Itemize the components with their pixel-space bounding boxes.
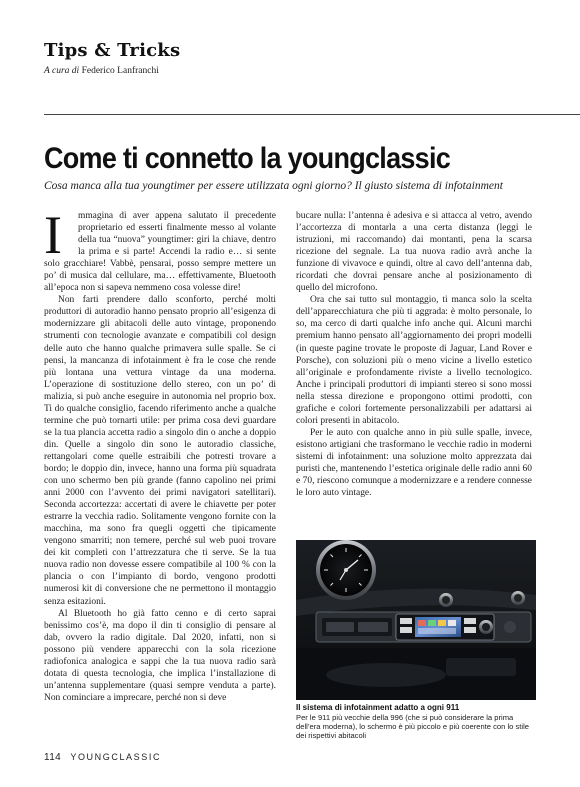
figure-caption-title: Il sistema di infotainment adatto a ogni 911 [296, 703, 460, 712]
magazine-name: YOUNGCLASSIC [70, 752, 162, 762]
header-divider [44, 114, 580, 115]
byline [44, 66, 159, 76]
article-column-2 [296, 210, 532, 499]
section-title: Tips & Tricks [44, 40, 181, 61]
paragraph: Ora che sai tutto sul montaggio, ti manca solo la scelta dell’apparecchiatura che più ti aggrada: è molto personale, lo so, ma cerco di darti qualche info anche qui. Alcuni marchi premium hanno pensato all’aggiornamento dei propri modelli (in queste pagine trovate le proposte di Jaguar, Land Rover e Porsche), con soluzioni più o meno vicine a livello estetico all’originale e profondamente riviste a livello tecnologico. Anche i principali produttori di impianti stereo si sono mossi nella stessa direzione e propongono ottimi prodotti, con grafiche e colori fortemente personalizzabili per adattarsi ai colori presenti in abitacolo. [296, 295, 532, 426]
paragraph: mmagina di aver appena salutato il precedente proprietario ed esserti finalmente messo al volante della tua “nuova” youngtimer: giri la chiave, dentro la prima e si parte! Accendi la radio e… si sente solo gracchiare! Vabbè, pensarai, posso sempre mettere un po’ di musica dal cellulare, ma… effettivamente, Bluetooth all’epoca non si sapeva nemmeno cosa volesse dire! [44, 211, 276, 294]
article-column-1 [44, 205, 276, 704]
paragraph: Non farti prendere dallo sconforto, perché molti produttori di autoradio hanno pensato proprio all’esigenza di modernizzare gli abitacoli delle auto vintage, proponendo strumenti con tecnologie avanzate e compatibili col design delle auto che hanno qualche primavera sulle spalle. Se ci pensi, la mancanza di infotainment è fra le cose che rende più lontana una vettura vintage da una moderna. L’operazione di sostituzione dello stereo, con un po’ di malizia, si può anche eseguire in autonomia nel proprio box. Ti do qualche consiglio, facendo riferimento anche a qualche termine che può tornarti utile: per prima cosa devi guardare se la tua plancia accetta radio a singolo din o anche a doppio din. Quelle a singolo din sono le autoradio classiche, rettangolari come quelle estraibili che potresti trovare a bordo; le doppio din, invece, hanno una forma più squadrata con uno schermo ben più grande (fanno capolino nei primi anni 2000 con l’avvento dei primi navigatori satellitari). Seconda accortezza: accertati di avere le chiavette per poter estrarre la vecchia radio. Solitamente vengono fornite con la macchina, ma sono fra quegli oggetti che tipicamente vengono smarriti; non temere, perché sul web puoi trovare dei kit completi con l’attrezzatura che ti serve. Se la tua nuova radio non dovesse essere compatibile al 100 % con la plancia o con l’impianto di bordo, vengono prodotti numerosi kit di conversione che ne permettono il montaggio senza esitazioni. [44, 295, 276, 607]
paragraph: Al Bluetooth ho già fatto cenno e di certo saprai benissimo cos’è, ma dopo il din ti consiglio di pensare al dab, ovvero la radio digitale. Dal 2020, infatti, non si possono più vendere apparecchi con la sola ricezione radiofonica analogica e sappi che la tua nuova radio sarà dotata di questa tecnologia, che implica l’installazione di un’antenna supplementare (quasi sempre venduta a parte). Non cominciare a imprecare, perché non si deve [44, 608, 276, 703]
figure-caption-text: Per le 911 più vecchie della 996 (che si può considerare la prima dell’era moderna), lo schermo è più piccolo e più coerente con lo stile dei rispettivi abitacoli [296, 713, 529, 741]
dashboard-illustration [296, 540, 536, 700]
article-standfirst: Cosa manca alla tua youngtimer per essere utilizzata ogni giorno? Il giusto sistema di infotainment [44, 180, 503, 192]
page-footer [44, 752, 161, 763]
drop-cap: I [44, 205, 62, 265]
page-number: 114 [44, 752, 62, 763]
dashboard-radio-photo [296, 540, 536, 700]
article-title: Come ti connetto la youngclassic [44, 142, 451, 175]
paragraph: Per le auto con qualche anno in più sulle spalle, invece, esistono artigiani che trasformano le vecchie radio in moderni sistemi di infotainment: una soluzione molto apprezzata dai puristi che, mantenendo l’estetica originale delle radio anni 60 e 70, riescono comunque a modernizzare e a rendere connesse le loro auto vintage. [296, 427, 532, 499]
paragraph: bucare nulla: l’antenna è adesiva e si attacca al vetro, avendo l’accortezza di montarla a una certa distanza (leggi le istruzioni, mi raccomando) dai montanti, pena la scarsa ricezione del segnale. La tua nuova radio avrà anche la funzione di vivavoce e quindi, oltre al cavo dell’antenna dab, ricordati che dovrai pensare anche al posizionamento di quello del microfono. [296, 211, 532, 294]
byline-author: Federico Lanfranchi [81, 66, 159, 76]
byline-prefix: A cura di [44, 66, 80, 76]
